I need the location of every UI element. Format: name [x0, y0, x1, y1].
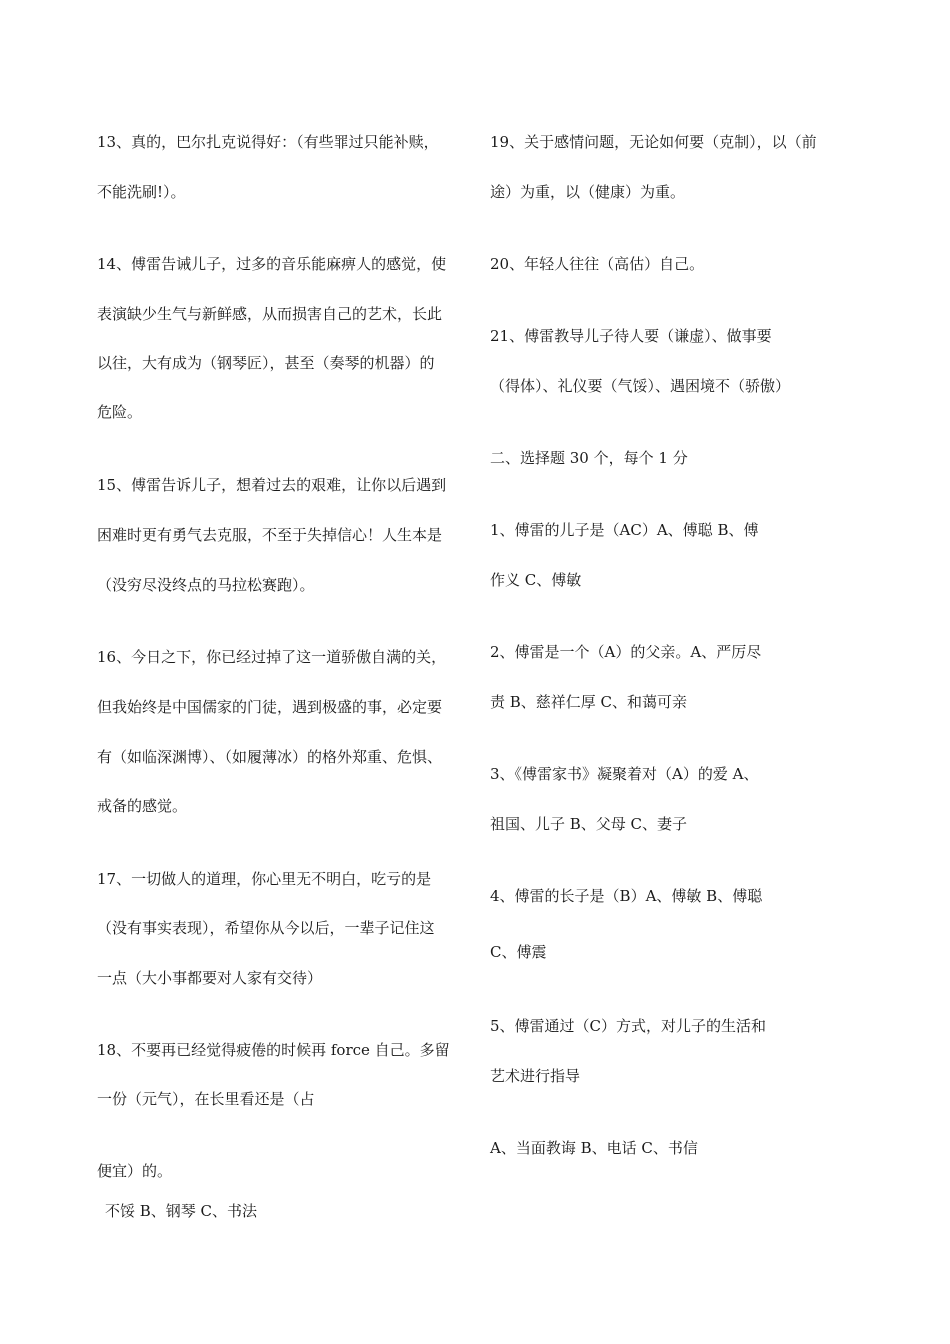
q17-line-1: 17、一切做人的道理，你心里无不明白，吃亏的是	[97, 870, 432, 888]
q14-line-1: 14、傅雷告诫儿子，过多的音乐能麻痹人的感觉，使	[97, 255, 447, 273]
q18-line-1: 18、不要再已经觉得疲倦的时候再 force 自己。多留	[97, 1041, 450, 1059]
choice-4-line-2: C、傅震	[490, 943, 547, 961]
q19-line-2: 途）为重，以（健康）为重。	[490, 183, 686, 201]
q17-line-3: 一点（大小事都要对人家有交待）	[97, 969, 323, 987]
choice-5-line-1: 5、傅雷通过（C）方式，对儿子的生活和	[490, 1017, 767, 1035]
q16-line-2: 但我始终是中国儒家的门徒，遇到极盛的事，必定要	[97, 698, 443, 716]
q14-line-4: 危险。	[97, 403, 143, 421]
section-heading: 二、选择题 30 个，每个 1 分	[490, 449, 688, 467]
q15-line-1: 15、傅雷告诉儿子，想着过去的艰难，让你以后遇到	[97, 476, 447, 494]
choice-2-line-1: 2、傅雷是一个（A）的父亲。A、严厉尽	[490, 643, 762, 661]
choice-3-line-2: 祖国、儿子 B、父母 C、妻子	[490, 815, 688, 833]
choice-1-line-1: 1、傅雷的儿子是（AC）A、傅聪 B、傅	[490, 521, 759, 539]
q13-line-2: 不能洗刷!）。	[97, 183, 186, 201]
choice-5-line-3: A、当面教诲 B、电话 C、书信	[490, 1139, 698, 1157]
q14-line-2: 表演缺少生气与新鲜感，从而损害自己的艺术，长此	[97, 305, 443, 323]
stray-options-line: 不馁 B、钢琴 C、书法	[105, 1202, 258, 1220]
q18-line-3: 便宜）的。	[97, 1162, 173, 1180]
choice-3-line-1: 3、《傅雷家书》凝聚着对（A）的爱 A、	[490, 765, 759, 783]
q15-line-3: （没穷尽没终点的马拉松赛跑）。	[97, 576, 315, 594]
q21-line-2: （得体）、礼仪要（气馁）、遇困境不（骄傲）	[490, 377, 791, 395]
choice-2-line-2: 责 B、慈祥仁厚 C、和蔼可亲	[490, 693, 688, 711]
choice-5-line-2: 艺术进行指导	[490, 1067, 581, 1085]
q18-line-2: 一份（元气），在长里看还是（占	[97, 1090, 315, 1108]
choice-4-line-1: 4、傅雷的长子是（B）A、傅敏 B、傅聪	[490, 887, 763, 905]
q21-line-1: 21、傅雷教导儿子待人要（谦虚）、做事要	[490, 327, 772, 345]
q16-line-4: 戒备的感觉。	[97, 797, 188, 815]
q20-line-1: 20、年轻人往往（高估）自己。	[490, 255, 705, 273]
q13-line-1: 13、真的，巴尔扎克说得好：（有些罪过只能补赎，	[97, 133, 439, 151]
q15-line-2: 困难时更有勇气去克服，不至于失掉信心！人生本是	[97, 526, 443, 544]
q14-line-3: 以往，大有成为（钢琴匠），甚至（奏琴的机器）的	[97, 354, 435, 372]
q16-line-1: 16、今日之下，你已经过掉了这一道骄傲自满的关，	[97, 648, 447, 666]
q16-line-3: 有（如临深渊博）、（如履薄冰）的格外郑重、危惧、	[97, 748, 443, 766]
choice-1-line-2: 作义 C、傅敏	[490, 571, 582, 589]
q19-line-1: 19、关于感情问题，无论如何要（克制），以（前	[490, 133, 817, 151]
q17-line-2: （没有事实表现），希望你从今以后，一辈子记住这	[97, 919, 435, 937]
